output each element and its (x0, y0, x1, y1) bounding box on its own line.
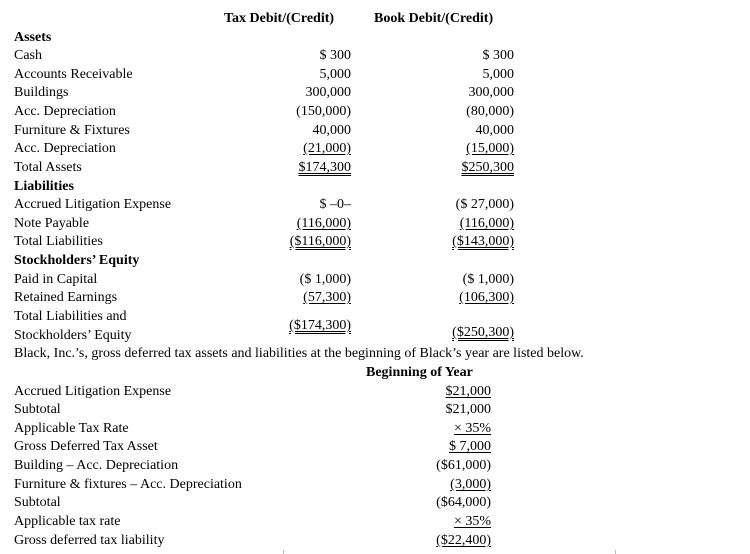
equity-heading: Stockholders’ Equity (14, 253, 140, 268)
row-label: Acc. Depreciation (14, 141, 116, 156)
deferred-value: ($22,400) (436, 533, 491, 548)
edge-mark (283, 550, 284, 554)
deferred-value: ($64,000) (436, 495, 491, 510)
tax-total: ($174,300) (289, 318, 351, 333)
tax-column-header: Tax Debit/(Credit) (224, 11, 335, 26)
row-label: Furniture & Fixtures (14, 123, 130, 138)
row-label: Total Liabilities (14, 234, 103, 249)
deferred-value: $21,000 (445, 384, 491, 399)
row-label: Total Liabilities and (14, 309, 127, 324)
tax-value: (21,000) (303, 141, 351, 156)
row-label: Building – Acc. Depreciation (14, 458, 179, 473)
tax-value: ($ 1,000) (299, 272, 351, 287)
row-label: Applicable tax rate (14, 514, 121, 529)
book-total: ($250,300) (452, 325, 514, 340)
book-value: (80,000) (466, 104, 514, 119)
tax-value: 300,000 (305, 85, 351, 100)
row-label: Gross Deferred Tax Asset (14, 439, 158, 454)
book-value: 5,000 (482, 67, 514, 82)
tax-value: 40,000 (312, 123, 351, 138)
book-value: ($ 27,000) (455, 197, 514, 212)
tax-total: ($116,000) (289, 234, 351, 249)
assets-heading: Assets (14, 30, 52, 45)
edge-mark (615, 550, 616, 554)
deferred-value: × 35% (453, 421, 491, 436)
book-value: 300,000 (468, 85, 514, 100)
intro-sentence: Black, Inc.’s, gross deferred tax assets and liabilities at the beginning of Black’s year are listed below. (14, 346, 584, 361)
row-label: Paid in Capital (14, 272, 98, 287)
row-label: Cash (14, 48, 42, 63)
deferred-value: ($61,000) (436, 458, 491, 473)
tax-value: (57,300) (303, 290, 351, 305)
row-label: Accounts Receivable (14, 67, 133, 82)
row-label: Subtotal (14, 402, 61, 417)
book-value: (106,300) (459, 290, 514, 305)
beginning-of-year-header: Beginning of Year (366, 365, 473, 380)
book-value: (15,000) (466, 141, 514, 156)
tax-value: $ –0– (319, 197, 351, 212)
liabilities-heading: Liabilities (14, 179, 74, 194)
row-label: Gross deferred tax liability (14, 533, 165, 548)
tax-value: (116,000) (296, 216, 351, 231)
book-value: $ 300 (482, 48, 514, 63)
row-label: Applicable Tax Rate (14, 421, 129, 436)
book-total: ($143,000) (452, 234, 514, 249)
book-column-header: Book Debit/(Credit) (374, 11, 494, 26)
book-value: (116,000) (459, 216, 514, 231)
row-label: Accrued Litigation Expense (14, 384, 172, 399)
deferred-value: × 35% (453, 514, 491, 529)
book-value: 40,000 (475, 123, 514, 138)
row-label: Retained Earnings (14, 290, 118, 305)
tax-value: (150,000) (296, 104, 351, 119)
deferred-value: (3,000) (450, 477, 491, 492)
tax-value: 5,000 (319, 67, 351, 82)
deferred-value: $ 7,000 (449, 439, 491, 454)
row-label: Buildings (14, 85, 69, 100)
row-label: Subtotal (14, 495, 61, 510)
row-label: Furniture & fixtures – Acc. Depreciation (14, 477, 242, 492)
row-label: Total Assets (14, 160, 82, 175)
book-value: ($ 1,000) (462, 272, 514, 287)
tax-total: $174,300 (298, 160, 351, 175)
deferred-value: $21,000 (445, 402, 491, 417)
row-label: Stockholders’ Equity (14, 328, 132, 343)
row-label: Accrued Litigation Expense (14, 197, 172, 212)
book-total: $250,300 (461, 160, 514, 175)
tax-value: $ 300 (319, 48, 351, 63)
row-label: Acc. Depreciation (14, 104, 116, 119)
row-label: Note Payable (14, 216, 90, 231)
